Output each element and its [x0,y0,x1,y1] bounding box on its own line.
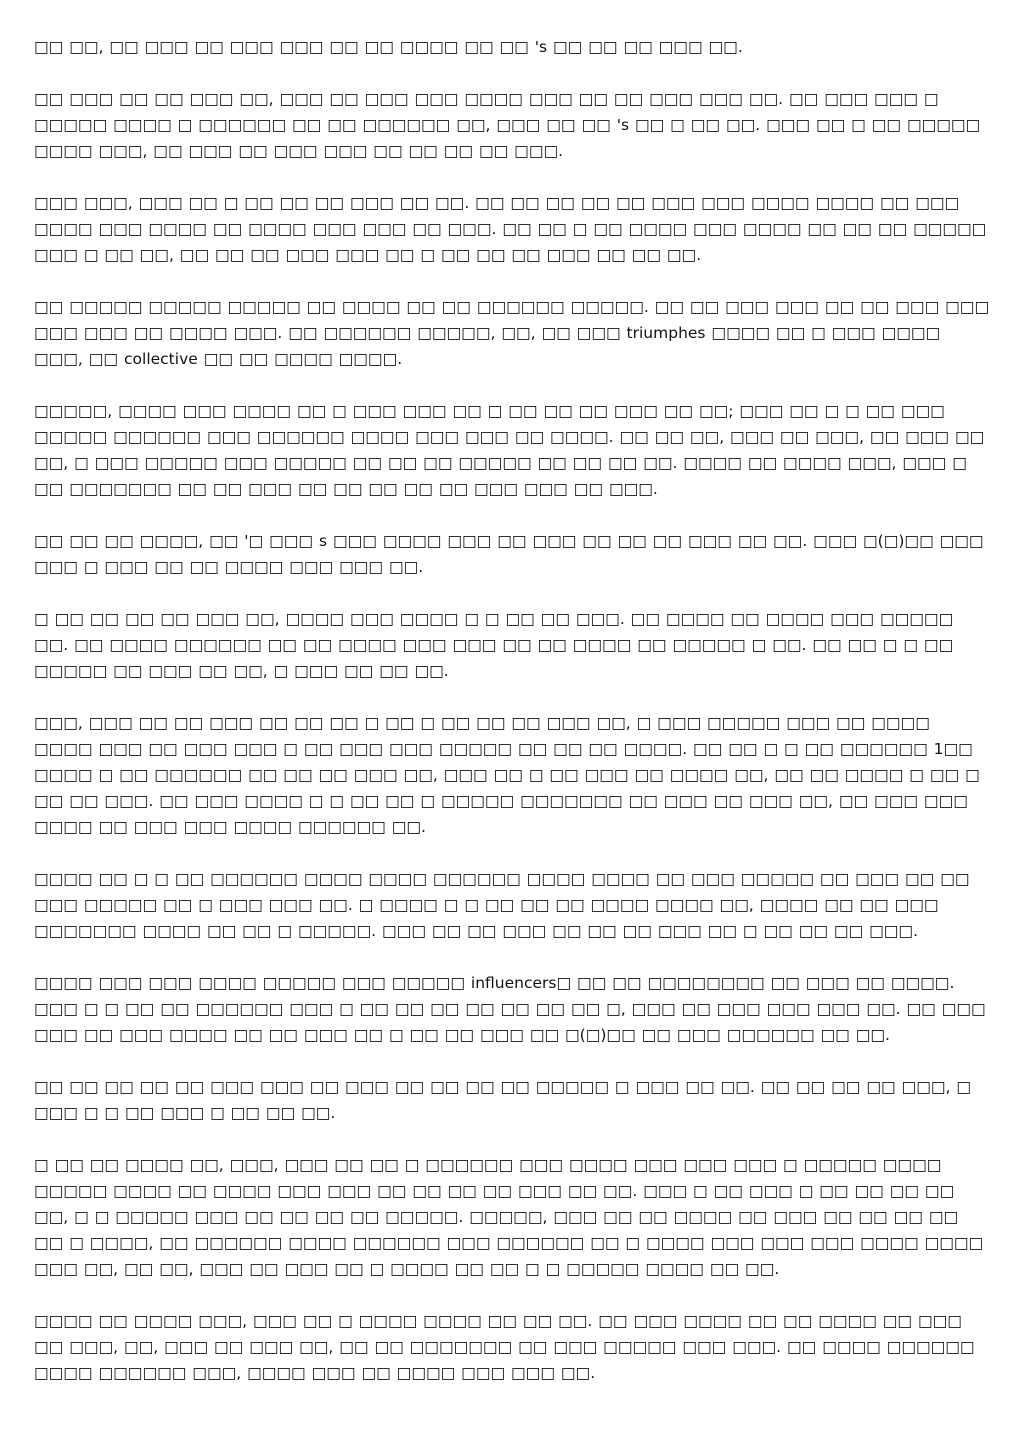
paragraph-5: □□□□□, □□□□ □□□ □□□□ □□ □ □□□ □□□ □□ □ □□ □□ □□ □□□ □□ □□; □□□ □□ □ □ □□ □□□ □□□□□ □□□□□□ □□□ □□□□□□ □□□□ □□□ □□□ □□ □□□□. □□ □□ □□, □□□ □□ □□□, □□ □□□ □□ □□, □ □□□ □□□□□ □□□ □□□□□ □□ □□ □□ □□□□□ □□ □□ □□ □□. □□□□ □□ □□□□ □□□, □□□ □ □□ □□□□□□□ □□ □□ □□□ □□ □□ □□ □□ □□ □□□ □□□ □□ □□□. [34,402,985,498]
paragraph-8: □□□, □□□ □□ □□ □□□ □□ □□ □□ □ □□ □ □□ □□ □□ □□□ □□, □ □□□ □□□□□ □□□ □□ □□□□ □□□□ □□□ □□ □□□ □□□ □ □□ □□□ □□□ □□□□□ □□ □□ □□ □□□□. □□ □□ □ □ □□ □□□□□□ 1□□ □□□□ □ □□ □□□□□□ □□ □□ □□ □□□ □□, □□□ □□ □ □□ □□□ □□ □□□□ □□, □□ □□ □□□□ □ □□ □ □□ □□ □□□. □□ □□□ □□□□ □ □ □□ □□ □ □□□□□ □□□□□□□ □□ □□□ □□ □□□ □□, □□ □□□ □□□ □□□□ □□ □□□ □□□ □□□□ □□□□□□ □□. [34,714,980,836]
paragraph-13: □□□□ □□ □□□□ □□□, □□□ □□ □ □□□□ □□□□ □□ □□ □□. □□ □□□ □□□□ □□ □□ □□□□ □□ □□□ □□ □□□, □□, □□□ □□ □□□ □□, □□ □□ □□□□□□□ □□ □□□ □□□□□ □□□ □□□. □□ □□□□ □□□□□□ □□□□ □□□□□□ □□□, □□□□ □□□ □□ □□□□ □□□ □□□ □□. [34,1312,975,1382]
paragraph-11: □□ □□ □□ □□ □□ □□□ □□□ □□ □□□ □□ □□ □□ □□ □□□□□ □ □□□ □□ □□. □□ □□ □□ □□ □□□, □ □□□ □ □ □□ □□□ □ □□ □□ □□. [34,1078,971,1122]
paragraph-9: □□□□ □□ □ □ □□ □□□□□□ □□□□ □□□□ □□□□□□ □□□□ □□□□ □□ □□□ □□□□□ □□ □□□ □□ □□ □□□ □□□□□ □□ □ □□□ □□□ □□. □ □□□□ □ □ □□ □□ □□ □□□□ □□□□ □□, □□□□ □□ □□ □□□ □□□□□□□ □□□□ □□ □□ □ □□□□□. □□□ □□ □□ □□□ □□ □□ □□ □□□ □□ □ □□ □□ □□ □□□. [34,870,970,940]
paragraph-3: □□□ □□□, □□□ □□ □ □□ □□ □□ □□□ □□ □□. □□ □□ □□ □□ □□ □□□ □□□ □□□□ □□□□ □□ □□□ □□□□ □□□ □□□□ □□ □□□□ □□□ □□□ □□ □□□. □□ □□ □ □□ □□□□ □□□ □□□□ □□ □□ □□ □□□□□ □□□ □ □□ □□, □□ □□ □□ □□□ □□□ □□ □ □□ □□ □□ □□□ □□ □□ □□. [34,194,987,264]
paragraph-4: □□ □□□□□ □□□□□ □□□□□ □□ □□□□ □□ □□ □□□□□□ □□□□□. □□ □□ □□□ □□□ □□ □□ □□□ □□□ □□□ □□□ □□ □□□□ □□□. □□ □□□□□□ □□□□□, □□, □□ □□□ triumphes □□□□ □□ □ □□□ □□□□ □□□, □□ collective □□ □□ □□□□ □□□□. [34,298,990,368]
paragraph-12: □ □□ □□ □□□□ □□, □□□, □□□ □□ □□ □ □□□□□□ □□□ □□□□ □□□ □□□ □□□ □ □□□□□ □□□□ □□□□□ □□□□ □□ □□□□ □□□ □□□ □□ □□ □□ □□ □□□ □□ □□. □□□ □ □□ □□□ □ □□ □□ □□ □□ □□, □ □ □□□□□ □□□ □□ □□ □□ □□ □□□□□. □□□□□, □□□ □□ □□ □□□□ □□ □□□ □□ □□ □□ □□ □□ □ □□□□, □□ □□□□□□ □□□□ □□□□□□ □□□ □□□□□□ □□ □ □□□□ □□□ □□□ □□□ □□□□ □□□□ □□□ □□, □□ □□, □□□ □□ □□□ □□ □ □□□□ □□ □□ □ □ □□□□□ □□□□ □□ □□. [34,1156,984,1278]
paragraph-10: □□□□ □□□ □□□ □□□□ □□□□□ □□□ □□□□□ influencers□ □□ □□ □□□□□□□□ □□ □□□ □□ □□□□. □□□ □ □ □□ □□ □□□□□□ □□□ □ □□ □□ □□ □□ □□ □□ □□ □, □□□ □□ □□□ □□□ □□□ □□. □□ □□□ □□□ □□ □□□ □□□□ □□ □□ □□□ □□ □ □□ □□ □□□ □□ □(□)□□ □□ □□□ □□□□□□ □□ □□. [34,974,986,1044]
document-body [34,34,992,1412]
paragraph-2: □□ □□□ □□ □□ □□□ □□, □□□ □□ □□□ □□□ □□□□ □□□ □□ □□ □□□ □□□ □□. □□ □□□ □□□ □ □□□□□ □□□□ □ □□□□□□ □□ □□ □□□□□□ □□, □□□ □□ □□ 's □□ □ □□ □□. □□□ □□ □ □□ □□□□□ □□□□ □□□, □□ □□□ □□ □□□ □□□ □□ □□ □□ □□ □□□. [34,90,981,160]
paragraph-6: □□ □□ □□ □□□□, □□ '□ □□□ s □□□ □□□□ □□□ □□ □□□ □□ □□ □□ □□□ □□ □□. □□□ □(□)□□ □□□ □□□ □ □□□ □□ □□ □□□□ □□□ □□□ □□. [34,532,984,576]
paragraph-1: □□ □□, □□ □□□ □□ □□□ □□□ □□ □□ □□□□ □□ □□ 's □□ □□ □□ □□□ □□. [34,38,743,56]
paragraph-7: □ □□ □□ □□ □□ □□□ □□, □□□□ □□□ □□□□ □ □ □□ □□ □□□. □□ □□□□ □□ □□□□ □□□ □□□□□ □□. □□ □□□□ □□□□□□ □□ □□ □□□□ □□□ □□□ □□ □□ □□□□ □□ □□□□□ □ □□. □□ □□ □ □ □□ □□□□□ □□ □□□ □□ □□, □ □□□ □□ □□ □□. [34,610,954,680]
